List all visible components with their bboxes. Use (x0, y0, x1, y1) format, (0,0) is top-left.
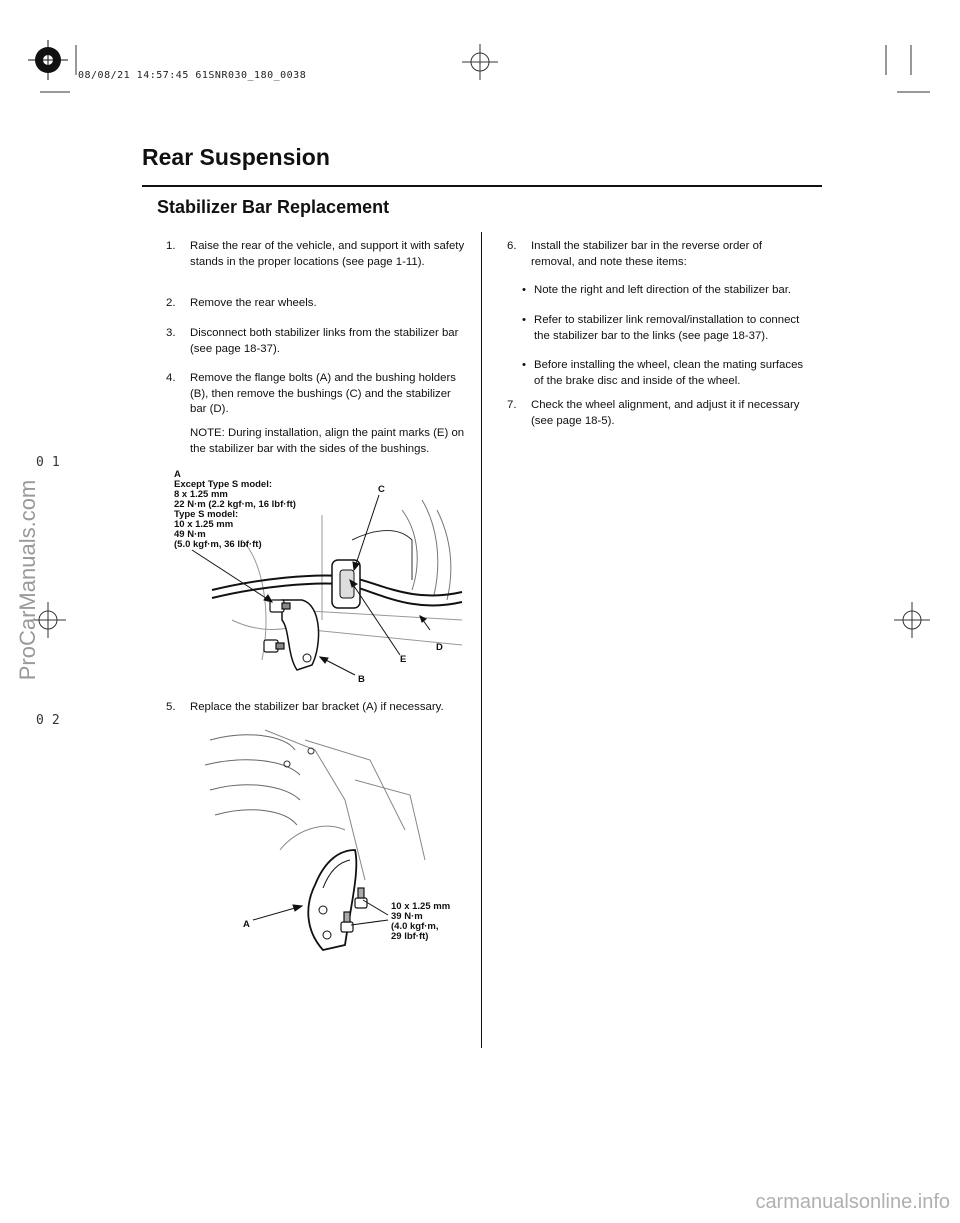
registration-target-icon (28, 40, 68, 80)
step-number: 7. (507, 399, 517, 411)
note-block (166, 426, 466, 457)
step-4 (166, 371, 466, 418)
figure2-torque-spec-2: 39 N·m (391, 911, 423, 922)
step-text: Replace the stabilizer bar bracket (A) if necessary. (190, 701, 444, 713)
bullet-item: • Refer to stabilizer link removal/installation to connect the stabilizer bar to the links (see page 18-37). (522, 313, 812, 344)
bottom-watermark: carmanualsonline.info (755, 1191, 950, 1213)
crosshair-icon (894, 602, 930, 638)
step-1 (166, 239, 466, 270)
margin-mark-01: 01 (36, 455, 68, 470)
bullet-item: • Before installing the wheel, clean the mating surfaces of the brake disc and inside of the wheel. (522, 358, 812, 389)
side-watermark-text: ProCarManuals.com (15, 479, 40, 681)
figure2-label-a: A (243, 919, 250, 930)
step-number: 2. (166, 297, 176, 309)
bullet-text: Before installing the wheel, clean the mating surfaces of the brake disc and inside of the wheel. (534, 359, 804, 387)
figure1-torque-spec-6: 49 N·m (174, 529, 206, 540)
step-text: Check the wheel alignment, and adjust it if necessary (see page 18-5). (531, 399, 800, 427)
step-text: Install the stabilizer bar in the reverse order of removal, and note these items: (531, 240, 763, 268)
step-number: 1. (166, 240, 176, 252)
step-number: 5. (166, 701, 176, 713)
step-number: 4. (166, 372, 176, 384)
figure1-label-c: C (378, 484, 385, 495)
margin-mark-02: 02 (36, 713, 68, 728)
figure2-torque-spec-3: (4.0 kgf·m, (391, 921, 439, 932)
figure1-label-a: A (174, 469, 181, 480)
figure1-label-d: D (436, 642, 443, 653)
figure1-torque-spec-7: (5.0 kgf·m, 36 lbf·ft) (174, 539, 262, 550)
bullet-text: Refer to stabilizer link removal/installation to connect the stabilizer bar to the links (see page 18-37). (534, 314, 800, 342)
side-watermark (8, 470, 48, 690)
figure1-label-b: B (358, 674, 365, 685)
figure2-torque-spec-1: 10 x 1.25 mm (391, 901, 451, 912)
step-text: Remove the flange bolts (A) and the bushing holders (B), then remove the bushings (C) and the stabilizer bar (D). (190, 372, 456, 415)
figure1-torque-spec-3: 22 N·m (2.2 kgf·m, 16 lbf·ft) (174, 499, 296, 510)
step-7 (507, 398, 807, 429)
bullet-text: Note the right and left direction of the stabilizer bar. (534, 284, 792, 296)
note-text: NOTE: During installation, align the paint marks (E) on the stabilizer bar with the sides of the bushings. (190, 427, 465, 455)
step-number: 3. (166, 327, 176, 339)
figure1-label-e: E (400, 654, 407, 665)
step-text: Disconnect both stabilizer links from the stabilizer bar (see page 18-37). (190, 327, 459, 355)
page-title: Rear Suspension (142, 144, 330, 170)
figure1-torque-spec-4: Type S model: (174, 509, 239, 520)
step-number: 6. (507, 240, 517, 252)
crosshair-icon (462, 44, 498, 80)
column-divider (481, 232, 482, 1048)
step-5 (166, 700, 466, 716)
step-2 (166, 296, 466, 312)
section-title: Stabilizer Bar Replacement (157, 197, 390, 217)
figure1-torque-spec-2: 8 x 1.25 mm (174, 489, 228, 500)
title-rule (142, 185, 822, 187)
figure2-torque-spec-4: 29 lbf·ft) (391, 931, 429, 942)
print-stamp: 08/08/21 14:57:45 61SNR030_180_0038 (78, 70, 307, 81)
figure1-torque-spec-5: 10 x 1.25 mm (174, 519, 234, 530)
step-6 (507, 239, 807, 270)
bullet-item: • Note the right and left direction of the stabilizer bar. (522, 283, 812, 299)
figure1-torque-spec-1: Except Type S model: (174, 479, 273, 490)
step-text: Remove the rear wheels. (190, 297, 317, 309)
step-text: Raise the rear of the vehicle, and support it with safety stands in the proper locations (see page 1-11). (190, 240, 465, 268)
step-3 (166, 326, 466, 357)
